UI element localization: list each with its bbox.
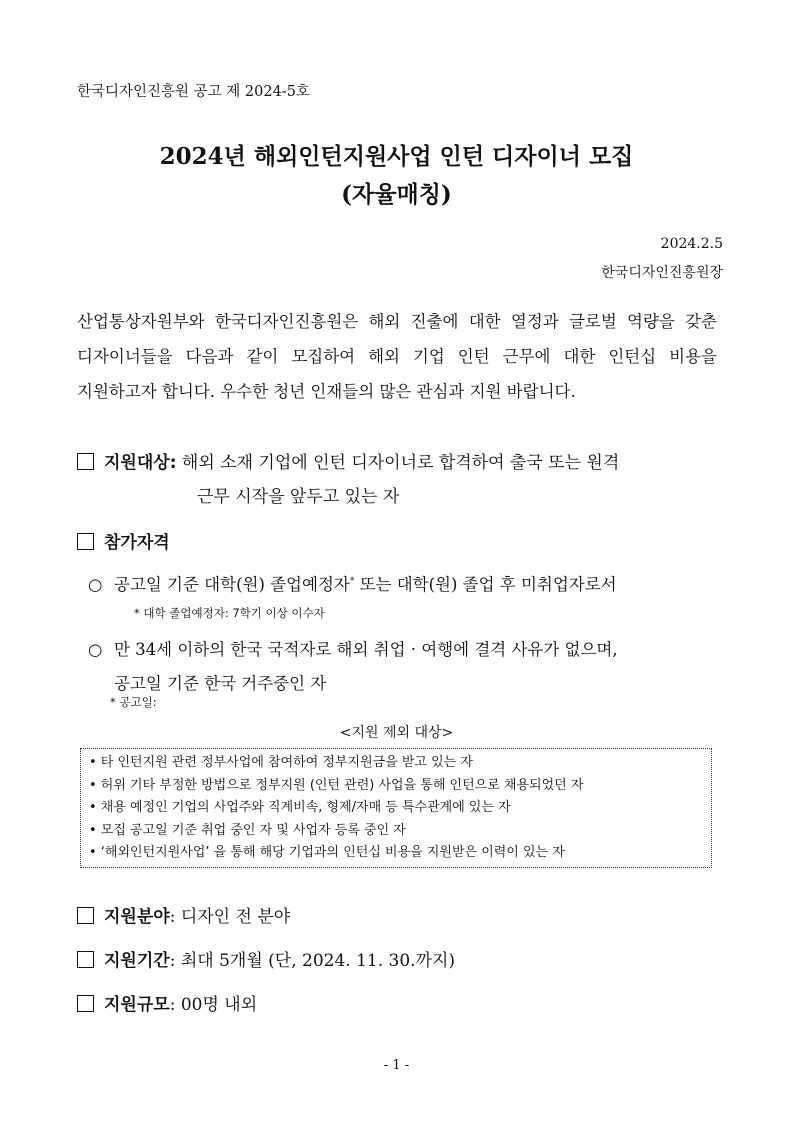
notice-number: 한국디자인진흥원 공고 제 2024-5호 (77, 84, 310, 100)
document-subtitle: (자율매칭) (341, 181, 452, 208)
exclusions-title: <지원 제외 대상> (339, 725, 454, 741)
bullet-text-cont: 또는 대학(원) 졸업 후 미취업자로서 (354, 575, 617, 594)
section-field (77, 902, 290, 927)
issuer: 한국디자인진흥원장 (601, 265, 723, 281)
exclusions-box (80, 748, 712, 868)
intro-paragraph: 산업통상자원부와 한국디자인진흥원은 해외 진출에 대한 열정과 글로벌 역량을 갖춘 디자이너들을 다음과 같이 모집하여 해외 기업 인턴 근무에 대한 인턴십 비용을 지원하고자 합니다. 우수한 청년 인재들의 많은 관심과 지원 바랍니다. (77, 312, 717, 401)
eligibility-bullet-1 (88, 571, 617, 595)
circle-bullet-icon: ○ (88, 575, 103, 594)
section-heading: 지원기간 (104, 951, 170, 971)
target-text-line2: 근무 시작을 앞두고 있는 자 (197, 487, 400, 507)
exclusion-item: • 채용 예정인 기업의 사업주와 직계비속, 형제/자매 등 특수관계에 있는 자 (89, 800, 511, 815)
section-period (77, 946, 455, 971)
section-heading: 지원규모 (104, 995, 170, 1015)
circle-bullet-icon: ○ (88, 640, 103, 659)
footnote-1: * 대학 졸업예정자: 7학기 이상 이수자 (134, 606, 325, 620)
eligibility-bullet-2 (88, 633, 728, 701)
checkbox-square-icon (77, 453, 94, 470)
notice-date: 2024.2.5 (660, 236, 723, 252)
checkbox-square-icon (77, 995, 94, 1012)
checkbox-square-icon (77, 907, 94, 924)
document-title: 2024년 해외인턴지원사업 인턴 디자이너 모집 (159, 143, 634, 170)
exclusion-item: • ‘해외인턴지원사업’ 을 통해 해당 기업과의 인턴십 비용을 지원받은 이력이 있는 자 (89, 845, 565, 860)
section-scale (77, 990, 257, 1015)
exclusion-item: • 모집 공고일 기준 취업 중인 자 및 사업자 등록 중인 자 (89, 822, 406, 838)
checkbox-square-icon (77, 951, 94, 968)
target-text-line1: 해외 소재 기업에 인턴 디자이너로 합격하여 출국 또는 원격 (181, 453, 620, 473)
bullet-text: 공고일 기준 대학(원) 졸업예정자 (114, 575, 350, 594)
bullet-text-line2: 공고일 기준 한국 거주중인 자 (114, 674, 327, 693)
footnote-2: * 공고일: (110, 695, 157, 709)
section-heading: 지원대상: (104, 453, 177, 473)
checkbox-square-icon (77, 533, 94, 550)
section-eligibility (77, 528, 170, 553)
section-heading: 참가자격 (104, 533, 170, 553)
page-number: - 1 - (383, 1058, 410, 1073)
bullet-text-line1: 만 34세 이하의 한국 국적자로 해외 취업 · 여행에 결격 사유가 없으며, (114, 640, 618, 659)
exclusion-item: • 허위 기타 부정한 방법으로 정부지원 (인턴 관련) 사업을 통해 인턴으로 채용되었던 자 (89, 777, 584, 793)
section-value: : 00명 내외 (169, 995, 258, 1015)
section-heading: 지원분야 (104, 907, 170, 927)
exclusion-item: • 타 인턴지원 관련 정부사업에 참여하여 정부지원금을 받고 있는 자 (89, 755, 473, 770)
section-value: : 최대 5개월 (단, 2024. 11. 30.까지) (169, 951, 456, 971)
section-target (77, 446, 717, 514)
footnote-mark: * (349, 576, 355, 587)
section-value: : 디자인 전 분야 (169, 907, 291, 927)
